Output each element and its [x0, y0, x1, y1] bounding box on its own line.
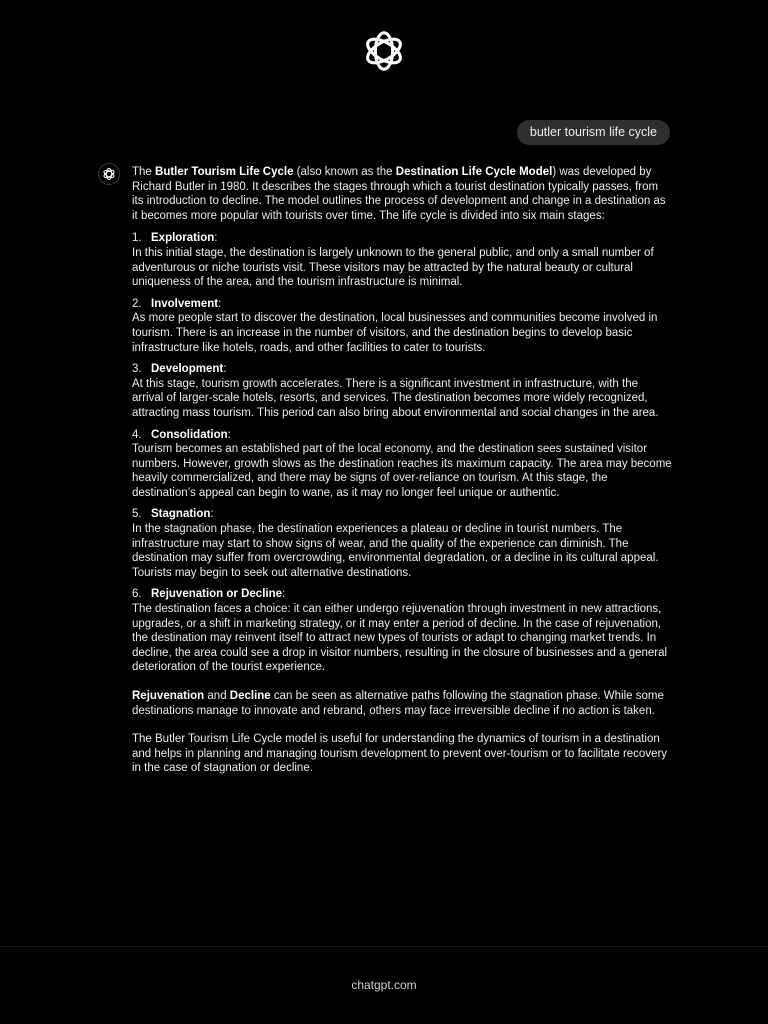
stage-description: At this stage, tourism growth accelerates. There is a significant investment in infrastructure, with the arrival of larger-scale hotels, resorts, and services. The destination becomes more widely recognized, attracting mass tourism. This period can also bring about environmental and social changes in the area. [132, 377, 659, 419]
stage-description: In this initial stage, the destination is largely unknown to the general public, and only a small number of adventurous or niche tourists visit. These visitors may be attracted by the natural beauty or cultural uniqueness of the area, and the tourism infrastructure is minimal. [132, 246, 654, 289]
stage-item [132, 507, 672, 580]
stage-heading: 2. Involvement: [132, 297, 222, 310]
assistant-response [132, 165, 672, 776]
stage-description: Tourism becomes an established part of the local economy, and the destination sees sustained visitor numbers. However, growth slows as the destination reaches its maximum capacity. The area may become heavily commercialized, and there may be signs of over-reliance on tourism. At this stage, the destination’s appeal can begin to wane, as it may no longer feel unique or authentic. [132, 443, 672, 499]
footer-divider [0, 946, 768, 947]
intro-bold-alt-name: Destination Life Cycle Model [395, 166, 553, 178]
stage-number: 6. [132, 588, 142, 601]
closing-paragraph-alternatives [132, 689, 672, 718]
stage-number: 5. [132, 508, 142, 521]
stage-heading: 5. Stagnation: [132, 508, 214, 521]
stage-number: 2. [132, 297, 142, 310]
stage-item [132, 587, 672, 675]
footer-domain: chatgpt.com [351, 978, 417, 992]
stage-heading: 1. Exploration: [132, 232, 218, 245]
assistant-avatar [98, 163, 120, 185]
stage-number: 4. [132, 428, 142, 441]
closing-text: can be seen as alternative paths following the stagnation phase. While some destinations manage to innovate and rebrand, others may face irreversible decline if no action is taken. [132, 690, 664, 717]
bold-decline: Decline [229, 690, 271, 702]
stage-description: In the stagnation phase, the destination experiences a plateau or decline in tourist numbers. The infrastructure may start to show signs of wear, and the quality of the experience can diminish. The destination may suffer from overcrowding, environmental degradation, or a decline in its cultural appeal. Tourists may begin to seek out alternative destinations. [132, 523, 659, 579]
stage-item [132, 297, 672, 355]
stage-description: The destination faces a choice: it can either undergo rejuvenation through investment in new attractions, upgrades, or a shift in marketing strategy, or it may enter a period of decline. In the case of rejuvenation, the destination may reinvent itself to attract new types of tourists or adapt to changing market trends. In decline, the area could see a drop in visitor numbers, resulting in the closure of businesses and a general deterioration of the tourist experience. [132, 603, 668, 674]
stage-item [132, 428, 672, 501]
intro-bold-model-name: Butler Tourism Life Cycle [155, 166, 294, 178]
stage-item [132, 362, 672, 420]
stage-title: Consolidation [151, 428, 228, 441]
user-message-bubble: butler tourism life cycle [517, 120, 670, 145]
bold-rejuvenation: Rejuvenation [132, 690, 205, 702]
stage-title: Exploration [151, 232, 215, 245]
closing-paragraph-summary: The Butler Tourism Life Cycle model is useful for understanding the dynamics of tourism in a destination and helps in planning and managing tourism development to prevent over-tourism or to facilitate recovery in the case of stagnation or decline. [132, 733, 668, 775]
stage-description: As more people start to discover the destination, local businesses and communities become involved in tourism. There is an increase in the number of visitors, and the destination begins to develop basic infrastructure like hotels, roads, and other facilities to cater to tourists. [132, 312, 658, 354]
stage-title: Stagnation [151, 508, 211, 521]
stage-heading: 3. Development: [132, 363, 227, 376]
stage-title: Development [151, 363, 224, 376]
chatgpt-logo-icon [361, 28, 407, 74]
stage-number: 1. [132, 232, 142, 245]
stage-heading: 6. Rejuvenation or Decline: [132, 588, 286, 601]
intro-text: (also known as the [293, 166, 396, 178]
intro-paragraph [132, 165, 672, 223]
stage-number: 3. [132, 363, 142, 376]
closing-text: and [204, 690, 230, 702]
stage-title: Rejuvenation or Decline [151, 588, 283, 601]
stage-item [132, 231, 672, 289]
intro-text: The [132, 166, 156, 178]
stage-heading: 4. Consolidation: [132, 428, 231, 441]
chatgpt-avatar-icon [102, 167, 116, 181]
stage-title: Involvement [151, 297, 219, 310]
intro-text: ) was developed by Richard Butler in 1980. It describes the stages through which a tourist destination typically passes, from its introduction to decline. The model outlines the process of development and change in a destination as it becomes more popular with tourists over time. The life cycle is divided into six main stages: [132, 166, 666, 222]
